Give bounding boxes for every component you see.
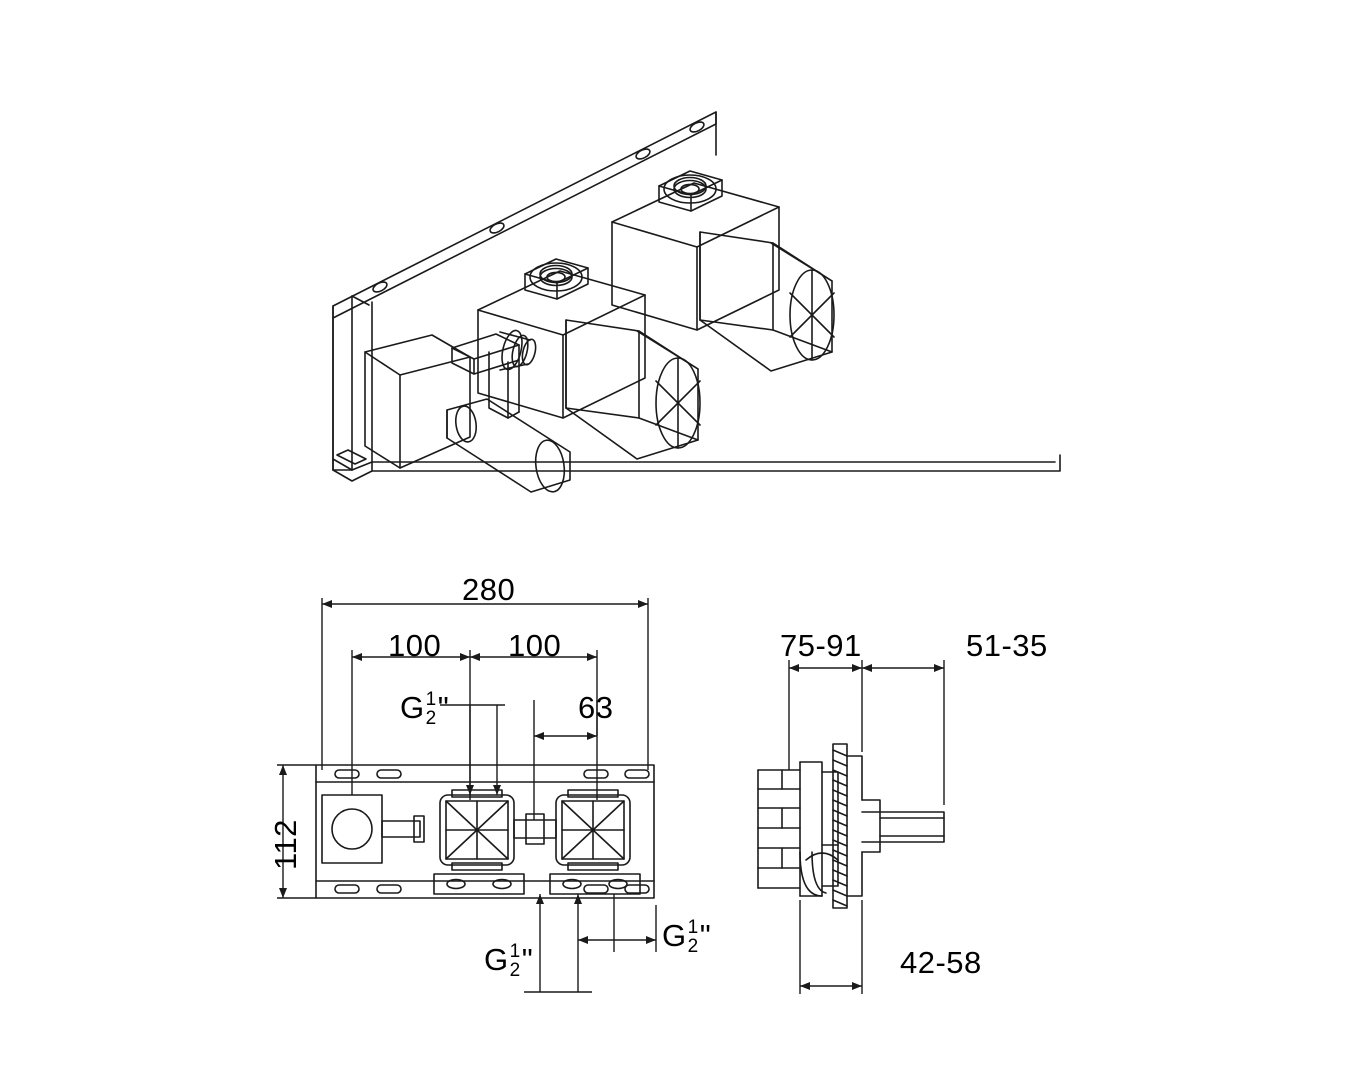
thread-callout-top <box>400 690 449 729</box>
thread-fraction-top: 1 2 <box>425 688 437 729</box>
thread-letter-bottom-left: G <box>484 942 509 977</box>
thread-inch-bottom-left: " <box>521 942 534 977</box>
dimension-depth-upper: 75-91 <box>780 628 862 663</box>
thread-letter-top: G <box>400 690 425 725</box>
dimension-height: 112 <box>268 819 303 870</box>
dimension-depth-protrusion: 51-35 <box>966 628 1048 663</box>
dimension-overall-width: 280 <box>462 572 516 607</box>
dimension-depth-lower: 42-58 <box>900 945 982 980</box>
thread-callout-bottom-right <box>662 918 711 957</box>
thread-inch-top: " <box>437 690 450 725</box>
thread-fraction-bottom-right: 1 2 <box>687 916 699 957</box>
dimension-spacing-right: 100 <box>508 628 562 663</box>
thread-callout-bottom-left <box>484 942 533 981</box>
dimension-handle-spacing: 63 <box>578 690 614 725</box>
thread-letter-bottom-right: G <box>662 918 687 953</box>
dimension-spacing-left: 100 <box>388 628 442 663</box>
thread-fraction-bottom-left: 1 2 <box>509 940 521 981</box>
thread-inch-bottom-right: " <box>699 918 712 953</box>
